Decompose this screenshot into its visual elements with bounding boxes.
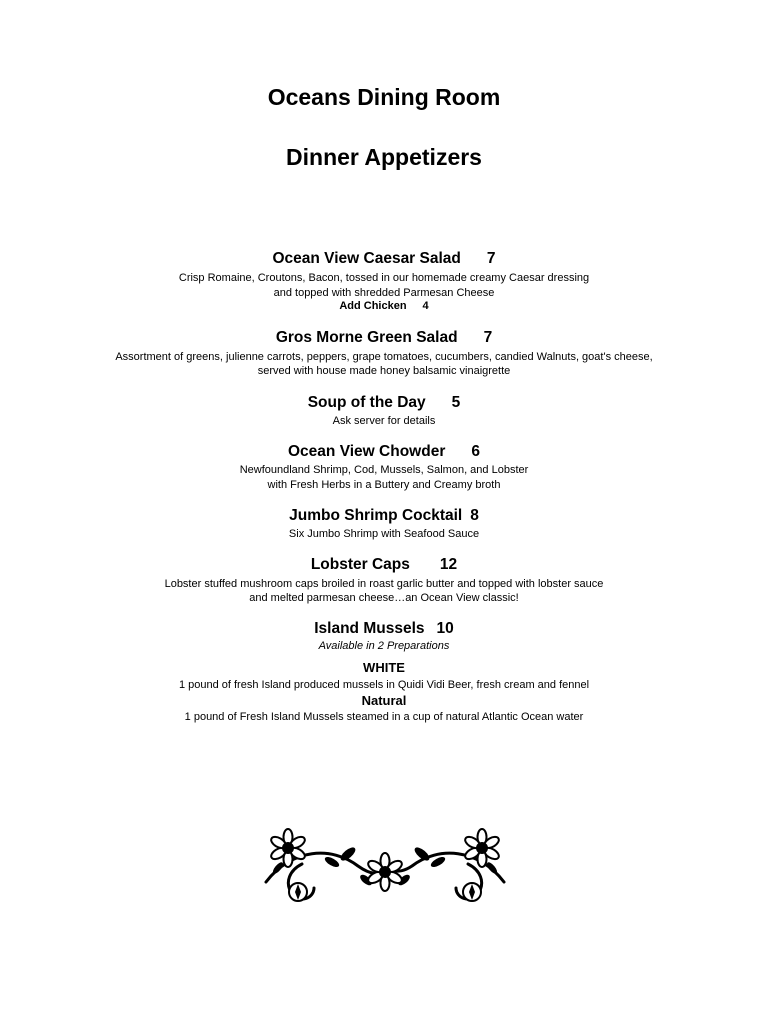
item-name: Ocean View Chowder (288, 443, 446, 460)
item-description: with Fresh Herbs in a Buttery and Creamy broth (267, 479, 501, 491)
item-name: Ocean View Caesar Salad (272, 250, 461, 267)
item-description: Crisp Romaine, Croutons, Bacon, tossed in our homemade creamy Caesar dressing (178, 272, 590, 284)
item-description: and melted parmesan cheese…an Ocean View classic! (249, 592, 519, 604)
item-description: and topped with shredded Parmesan Cheese (273, 287, 495, 299)
item-description: Assortment of greens, julienne carrots, peppers, grape tomatoes, cucumbers, candied Walnuts, goat's cheese, (115, 351, 653, 363)
menu-item-title (0, 620, 768, 638)
floral-vine-ornament-icon (262, 826, 508, 912)
item-price: 12 (439, 556, 458, 573)
preparation-name: Natural (361, 693, 407, 708)
menu-item-title (0, 507, 768, 525)
restaurant-name: Oceans Dining Room (267, 84, 501, 110)
item-name: Island Mussels (314, 620, 425, 637)
menu-item-title (0, 443, 768, 461)
item-name: Gros Morne Green Salad (275, 329, 458, 346)
preparation-description: 1 pound of fresh Island produced mussels in Quidi Vidi Beer, fresh cream and fennel (178, 679, 590, 691)
item-description: Lobster stuffed mushroom caps broiled in roast garlic butter and topped with lobster sauce (164, 578, 604, 590)
menu-title: Dinner Appetizers (286, 144, 482, 170)
item-description: Ask server for details (332, 415, 436, 427)
preparation-name: WHITE (363, 660, 405, 675)
addon-price: 4 (422, 300, 429, 312)
item-description: Newfoundland Shrimp, Cod, Mussels, Salmon, and Lobster (239, 464, 529, 476)
item-price: 7 (483, 329, 493, 346)
menu-item-title (0, 329, 768, 347)
item-description: served with house made honey balsamic vinaigrette (257, 365, 511, 377)
item-description: Six Jumbo Shrimp with Seafood Sauce (288, 528, 480, 540)
addon-name: Add Chicken (339, 300, 407, 312)
item-name: Jumbo Shrimp Cocktail (289, 507, 463, 524)
item-price: 7 (486, 250, 496, 267)
menu-item-title (0, 250, 768, 268)
item-price: 8 (470, 507, 479, 524)
item-price: 5 (451, 394, 461, 411)
item-price: 10 (436, 620, 454, 637)
item-note: Available in 2 Preparations (318, 640, 450, 652)
item-name: Soup of the Day (307, 394, 426, 411)
menu-item-title (0, 556, 768, 574)
menu-item-title (0, 394, 768, 412)
item-addon (0, 300, 768, 312)
item-name: Lobster Caps (310, 556, 410, 573)
preparation-description: 1 pound of Fresh Island Mussels steamed in a cup of natural Atlantic Ocean water (184, 711, 584, 723)
item-price: 6 (471, 443, 480, 460)
